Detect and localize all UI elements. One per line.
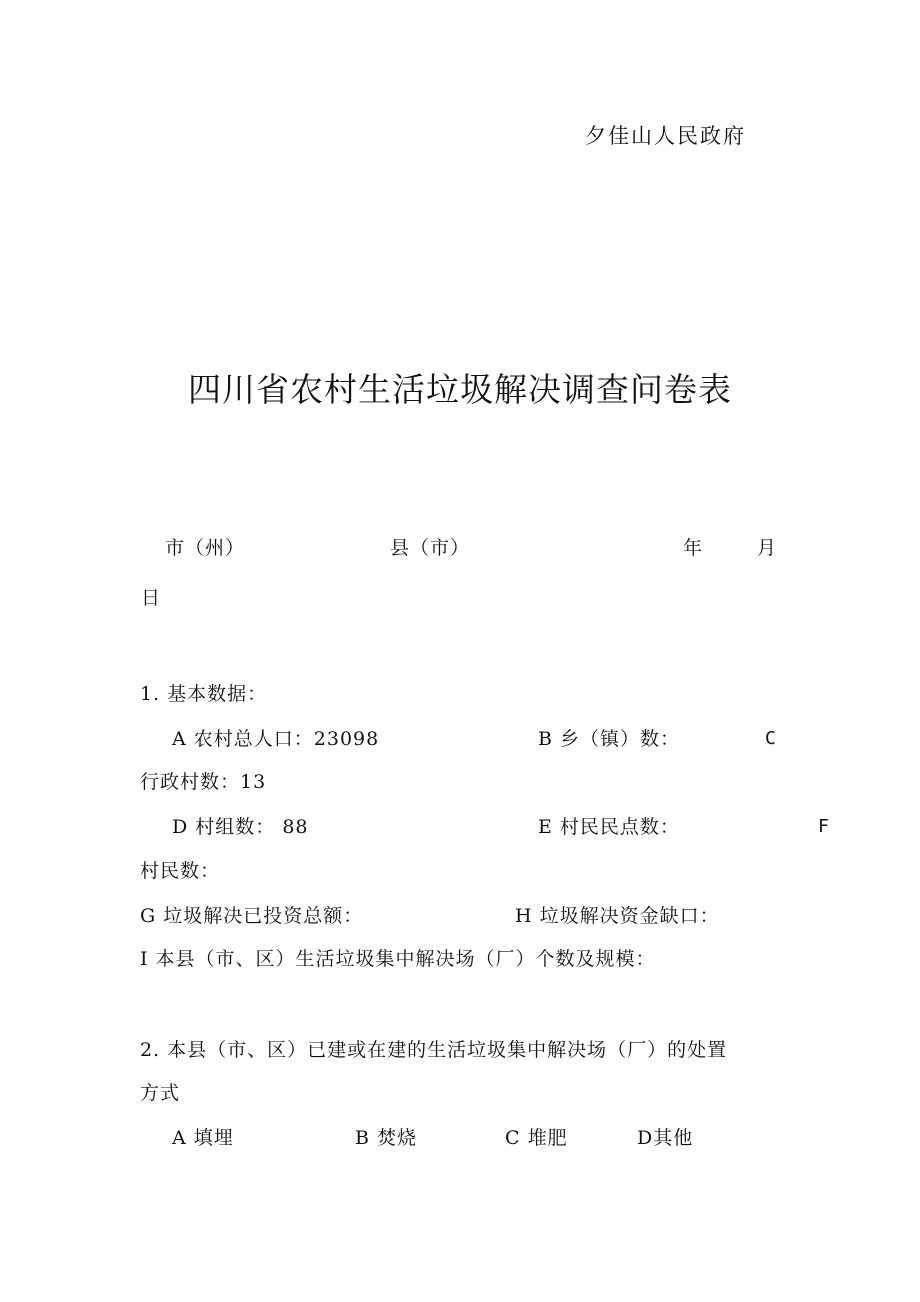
field-c-letter: C: [765, 728, 777, 749]
option-b-incineration: B 焚烧: [355, 1127, 418, 1149]
option-a-landfill: A 填埋: [172, 1127, 234, 1149]
section2-heading-line2: 方式: [140, 1082, 181, 1104]
date-line-county: 县（市）: [390, 537, 471, 559]
field-f-villager-count: 村民数：: [140, 860, 221, 882]
field-h-funding-gap: H 垃圾解决资金缺口：: [515, 905, 720, 927]
date-line-city: 市（州）: [165, 537, 246, 559]
field-a-rural-population: A 农村总人口：23098: [172, 728, 380, 750]
field-e-settlement-count: E 村民民点数：: [538, 816, 680, 838]
field-b-township-count: B 乡（镇）数：: [538, 728, 681, 750]
option-d-other: D其他: [637, 1127, 694, 1149]
date-line-day: 日: [141, 587, 162, 609]
government-name: 夕佳山人民政府: [585, 124, 746, 148]
field-g-invested-total: G 垃圾解决已投资总额：: [140, 905, 364, 927]
field-f-letter: F: [818, 816, 830, 837]
option-c-composting: C 堆肥: [505, 1127, 568, 1149]
field-d-village-group-count: D 村组数： 88: [172, 816, 309, 838]
field-i-treatment-plants: I 本县（市、区）生活垃圾集中解决场（厂）个数及规模：: [140, 948, 656, 970]
section1-heading: 1. 基本数据：: [140, 683, 268, 705]
document-title: 四川省农村生活垃圾解决调查问卷表: [188, 370, 732, 409]
date-line-year: 年: [683, 537, 704, 559]
date-line-month: 月: [757, 537, 778, 559]
section2-heading-line1: 2. 本县（市、区）已建或在建的生活垃圾集中解决场（厂）的处置: [140, 1039, 728, 1061]
field-c-admin-village-count: 行政村数：13: [140, 771, 267, 793]
